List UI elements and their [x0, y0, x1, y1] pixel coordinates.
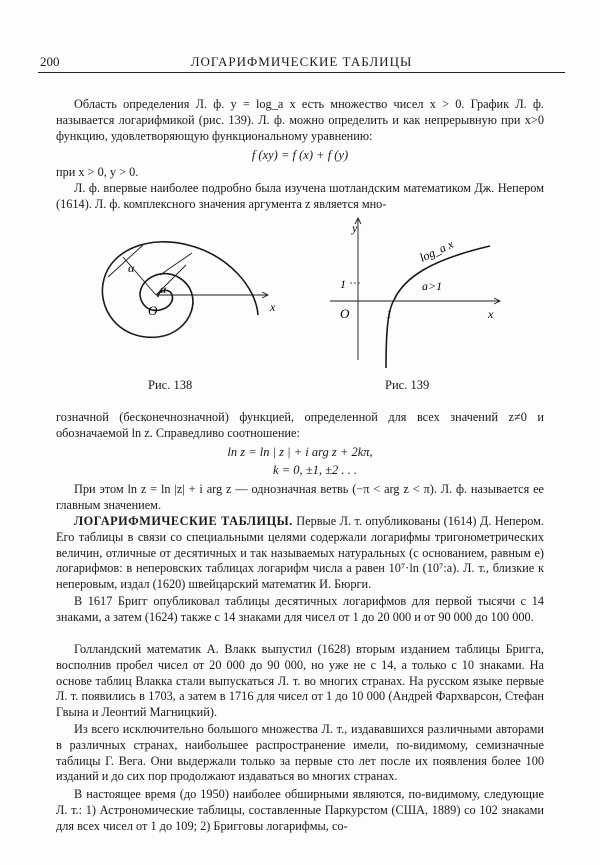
figure-139-one-y-label: 1	[340, 277, 346, 291]
figure-139-logarithmic-curve	[310, 210, 510, 370]
logarithm-curve	[386, 246, 490, 368]
section-title: ЛОГАРИФМИЧЕСКИЕ ТАБЛИЦЫ.	[74, 514, 293, 528]
logarithmic-spiral-curve	[102, 242, 258, 338]
figure-138-alpha-2: α	[160, 282, 167, 296]
body-paragraph-7: В 1617 Бригг опубликовал таблицы десятичных логарифмов для первой тысячи с 14 знаками, а затем (1624) также с 14 знаками для чисел от 1 до 20 000 и от 90 000 до 100 000.	[56, 594, 544, 624]
body-paragraph-8: Голландский математик А. Влакк выпустил (1628) вторым изданием таблицы Бригга, восполнив пробел чисел от 20 000 до 90 000, но уже не с 14, а только с 10 знаками. На основе таблиц Влакка стали выпускаться Л. т. во многих странах. На русском языке первые Л. т. появились в 1703, а затем в 1716 для чисел от 1 до 10 000 (Андрей Фархварсон, Стефан Гвына и Леонтий Магницкий).	[56, 642, 544, 720]
body-paragraph-9: Из всего исключительно большого множества Л. т., издававшихся различными авторами в различных странах, наибольшее распространение имели, по-видимому, семизначные таблицы Г. Вега. Они выдержали только за первые сто лет после их появления более 100 изданий и до сих пор продолжают издаваться во многих странах.	[56, 722, 544, 784]
figure-139-x-label: x	[488, 307, 494, 321]
figure-138-alpha-1: α	[128, 261, 135, 275]
body-paragraph-4: гозначной (бесконечнозначной) функцией, определенной для всех значений z≠0 и обозначаемой ln z. Справедливо соотношение:	[56, 410, 544, 440]
figure-139-one-x-label: 1	[386, 307, 392, 321]
figure-139-origin-label: O	[340, 306, 350, 321]
figure-139-condition-label: a>1	[422, 279, 443, 293]
figure-138-x-label: x	[270, 300, 276, 314]
section-tables	[56, 514, 544, 593]
figure-139-caption: Рис. 139	[385, 378, 430, 392]
intro-paragraph-2: при x > 0, y > 0.	[56, 165, 139, 179]
page-number: 200	[40, 54, 60, 69]
intro-paragraph-3: Л. ф. впервые наиболее подробно была изучена шотландским математиком Дж. Непером (1614). Л. ф. комплексного значения аргумента z является мно-	[56, 181, 544, 211]
body-paragraph-5: При этом ln z = ln |z| + i arg z — однозначная ветвь (−π < arg z < π). Л. ф. называется ее главным значением.	[56, 482, 544, 512]
figure-138-origin-label: O	[148, 303, 158, 318]
complex-log-formula: ln z = ln | z | + i arg z + 2kπ,	[227, 445, 373, 459]
running-title: ЛОГАРИФМИЧЕСКИЕ ТАБЛИЦЫ	[190, 54, 413, 69]
k-values-formula: k = 0, ±1, ±2 . . .	[273, 463, 357, 477]
figure-138-tangent-2	[160, 253, 192, 275]
body-paragraph-10: В настоящее время (до 1950) наиболее обширными являются, по-видимому, следующие Л. т.: 1) Астрономические таблицы, составленные Паркурстом (США, 1889) со 102 знаками для всех чисел от 1 до 109; 2) Бригговы логарифмы, со-	[56, 787, 544, 833]
functional-equation: f (xy) = f (x) + f (y)	[251, 148, 349, 162]
figure-139-y-label: y	[352, 221, 358, 235]
page-header	[38, 50, 565, 73]
intro-paragraph-1: Область определения Л. ф. y = log_a x есть множество чисел x > 0. График Л. ф. называется логарифмикой (рис. 139). Л. ф. можно определить и как непрерывную при x>0 функцию, удовлетворяющую функциональному уравнению:	[56, 97, 544, 143]
figure-139-curve-label: log_a x	[417, 236, 456, 265]
figure-138-caption: Рис. 138	[148, 378, 193, 392]
figure-138-spiral	[88, 225, 298, 375]
section-body: Первые Л. т. опубликованы (1614) Д. Непером. Его таблицы в связи со специальными целями содержали логарифмы тригонометрических величин, отличные от десятичных и так называемых натуральных (с основанием, равным e) логарифмов: в неперовских таблицах логарифм числа a равен 10⁷·ln (10⁷:a). Л. т., близкие к неперовым, издал (1620) швейцарский математик И. Бюрги.	[56, 514, 544, 592]
